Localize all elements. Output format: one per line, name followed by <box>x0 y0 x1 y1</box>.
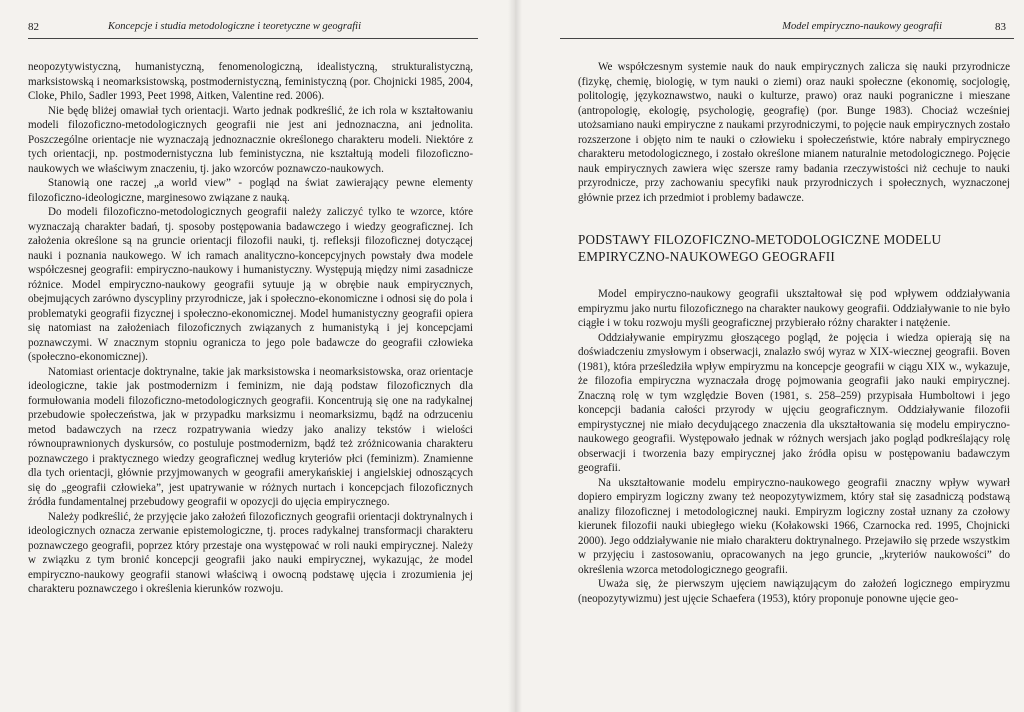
paragraph: Uważa się, że pierwszym ujęciem nawiązującym do założeń logicznego empiryzmu (neopozytywizmu) jest ujęcie Schaefera (1953), który proponuje ponowne ujęcie geo- <box>578 578 1010 605</box>
paragraph: Nie będę bliżej omawiał tych orientacji. Warto jednak podkreślić, że ich rola w kształtowaniu modeli filozoficzno-metodologicznych geografii nie jest ani jednoznaczna, ani jednolita. Poszczególne orientacje nie wyznaczają jednoznacznie określonego charakteru modeli. Niektóre z tych orientacji, np. postmodernistyczna lub feministyczna, nie kształtują modeli filozoficzno-naukowych we właściwym znaczeniu, tj. jako wzorców poznawczo-naukowych. <box>28 104 473 175</box>
right-page <box>514 0 1024 712</box>
paragraph: Należy podkreślić, że przyjęcie jako założeń filozoficznych geografii orientacji doktrynalnych i ideologicznych oznacza zerwanie epistemologiczne, tj. proces radykalnej transformacji charakteru poznawczego geografii, poprzez który przestaje ona występować w roli nauki empirycznej. Należy w związku z tym bronić koncepcji geografii jako nauki empirycznej, wykazując, że model empiryczno-naukowy geografii stanowi właściwą i owocną podstawę ujęcia i zrozumienia jej charakteru poznawczego i określenia kierunków rozwoju. <box>28 510 473 595</box>
paragraph: Stanowią one raczej „a world view” - pogląd na świat zawierający pewne elementy filozoficzno-ideologiczne, marginesowo związane z nauką. <box>28 177 473 204</box>
left-body-text <box>28 60 473 597</box>
right-body-text <box>578 60 1010 606</box>
paragraph: Natomiast orientacje doktrynalne, takie jak marksistowska i neomarksistowska, oraz orientacje ideologiczne, takie jak postmodernizm i feminizm, nie dają podstaw filozoficznych dla formułowania modeli filozoficzno-metodologicznych geografii. Koncentrują się one na radykalnej przebudowie społeczeństwa, jak w przypadku marksizmu i neomarksizmu, bądź na odrzuceniu metod badawczych na rzecz rozpatrywania wiedzy jako analizy tekstów i wielości równouprawnionych dyskursów, co postuluje postmodernizm, bądź też zróżnicowania charakteru poznawczego i praktycznego wiedzy geograficznej według kryteriów płci (feminizm). Znamienne dla tych orientacji, głównie przyjmowanych w geografii amerykańskiej i angielskiej odnoszących się do „geografii człowieka”, jest upatrywanie w różnych nurtach i koncepcjach filozoficznych źródła fundamentalnej przebudowy geografii w opozycji do ujęcia empirycznego. <box>28 365 473 508</box>
left-page <box>0 0 510 712</box>
right-running-head <box>560 16 1014 39</box>
left-running-title: Koncepcje i studia metodologiczne i teoretyczne w geografii <box>108 21 362 32</box>
section-heading-line-2: EMPIRYCZNO-NAUKOWEGO GEOGRAFII <box>578 249 835 264</box>
right-running-title: Model empiryczno-naukowy geografii <box>782 21 942 32</box>
paragraph: Model empiryczno-naukowy geografii ukształtował się pod wpływem oddziaływania empiryzmu jako nurtu filozoficznego na charakter naukowy geografii. Oddziaływanie to nie było ciągłe i w toku rozwoju myśli geograficznej przybierało różny charakter i natężenie. <box>578 288 1010 329</box>
right-page-number: 83 <box>995 21 1006 33</box>
paragraph: neopozytywistyczną, humanistyczną, fenomenologiczną, idealistyczną, strukturalistyczną, marksistowską i neomarksistowską, postmodernistyczną, feministyczną (por. Chojnicki 1985, 2004, Cloke, Philo, Sadler 1993, Peet 1998, Aitken, Valentine red. 2006). <box>28 61 473 102</box>
paragraph: Do modeli filozoficzno-metodologicznych geografii należy zaliczyć tylko te wzorce, które wyznaczają charakter badań, tj. sposoby postępowania badawczego i wiedzy geograficznej. Ich założenia określone są na gruncie orientacji filozofii nauki, tj. refleksji filozoficznej dotyczącej nauki i poznania naukowego. W ich ramach analityczno-koncepcyjnych powstały dwa modele współczesnej geografii: empiryczno-naukowy i humanistyczny. Występują między nimi zasadnicze różnice. Model empiryczno-naukowy geografii sytuuje ją w obrębie nauk empirycznych, obejmujących zarówno dyscypliny przyrodnicze, jak i społeczno-ekonomiczne i odnosi się do pola i problematyki geografii fizycznej i społeczno-ekonomicznej. Model humanistyczny geografii opiera się natomiast na założeniach filozoficznych związanych z humanistyką i jej koncepcjami poznawczymi. W znacznym stopniu ogranicza to jego pole badawcze do geografii człowieka (społeczno-ekonomicznej). <box>28 206 473 363</box>
section-heading-line-1: PODSTAWY FILOZOFICZNO-METODOLOGICZNE MODELU <box>578 232 942 247</box>
left-page-number: 82 <box>28 21 39 33</box>
section-heading <box>578 231 1010 265</box>
paragraph: Oddziaływanie empiryzmu głoszącego pogląd, że pojęcia i wiedza opierają się na doświadczeniu zmysłowym i obserwacji, znalazło swój wyraz w XIX-wiecznej geografii. Boven (1981), która prześledziła wpływ empiryzmu na koncepcje geografii w ciągu XIX w., wykazuje, że filozofia empiryczna wyznaczała drogę pojmowania geografii jako nauki empirycznej. Znaczną rolę w tym względzie Boven (1981, s. 258–259) przypisała Humboltowi i jego koncepcji badania całości przyrody w ujęciu geograficznym. Oddziaływanie filozofii empirystycznej nie miało decydującego znaczenia dla ukształtowania się modelu empiryczno-naukowego geografii. Występowało jednak w różnych wersjach jako pogląd podkreślający rolę obserwacji i tworzenia bazy empirycznej jako źródła opisu w postępowaniu badawczym geografii. <box>578 331 1010 474</box>
left-running-head <box>28 16 478 39</box>
paragraph: We współczesnym systemie nauk do nauk empirycznych zalicza się nauki przyrodnicze (fizykę, chemię, biologię, w tym nauki o ziemi) oraz nauki społeczne (ekonomię, socjologię, politologię, językoznawstwo, nauki o kulturze, prawo) oraz nauki pograniczne i mieszane (antropologię, ekologię, psychologię, geografię) (por. Bunge 1983). Chociaż wcześniej utożsamiano nauki empiryczne z naukami przyrodniczymi, to pojęcie nauk empirycznych zostało rozszerzone i objęto nim te nauki o człowieku i społeczeństwie, które nabrały empirycznego charakteru metodologicznego, i zostało określone mianem naturalnie metodologicznego. Pojęcie nauk empirycznych zawiera więc szersze ramy badania rzeczywistości niż cechuje to nauki przyrodnicze, przy zachowaniu specyfiki nauk przyrodniczych i społecznych, wyznaczonej głównie przez ich przedmiot i problemy badawcze. <box>578 61 1010 204</box>
paragraph: Na ukształtowanie modelu empiryczno-naukowego geografii znaczny wpływ wywarł dopiero empiryzm logiczny zwany też neopozytywizmem, który stał się zasadniczą podstawą analizy filozoficznej i metodologicznej nauki. Empiryzm logiczny został uznany za czołowy kierunek filozofii nauki ubiegłego wieku (Kołakowski 1966, Czarnocka red. 1995, Chojnicki 2000). Jego oddziaływanie nie miało charakteru doktrynalnego. Przejawiło się przede wszystkim w przyjęciu i zastosowaniu, opracowanych na jego gruncie, „kryteriów naukowości” do określenia wzorca metodologicznego geografii. <box>578 476 1010 576</box>
